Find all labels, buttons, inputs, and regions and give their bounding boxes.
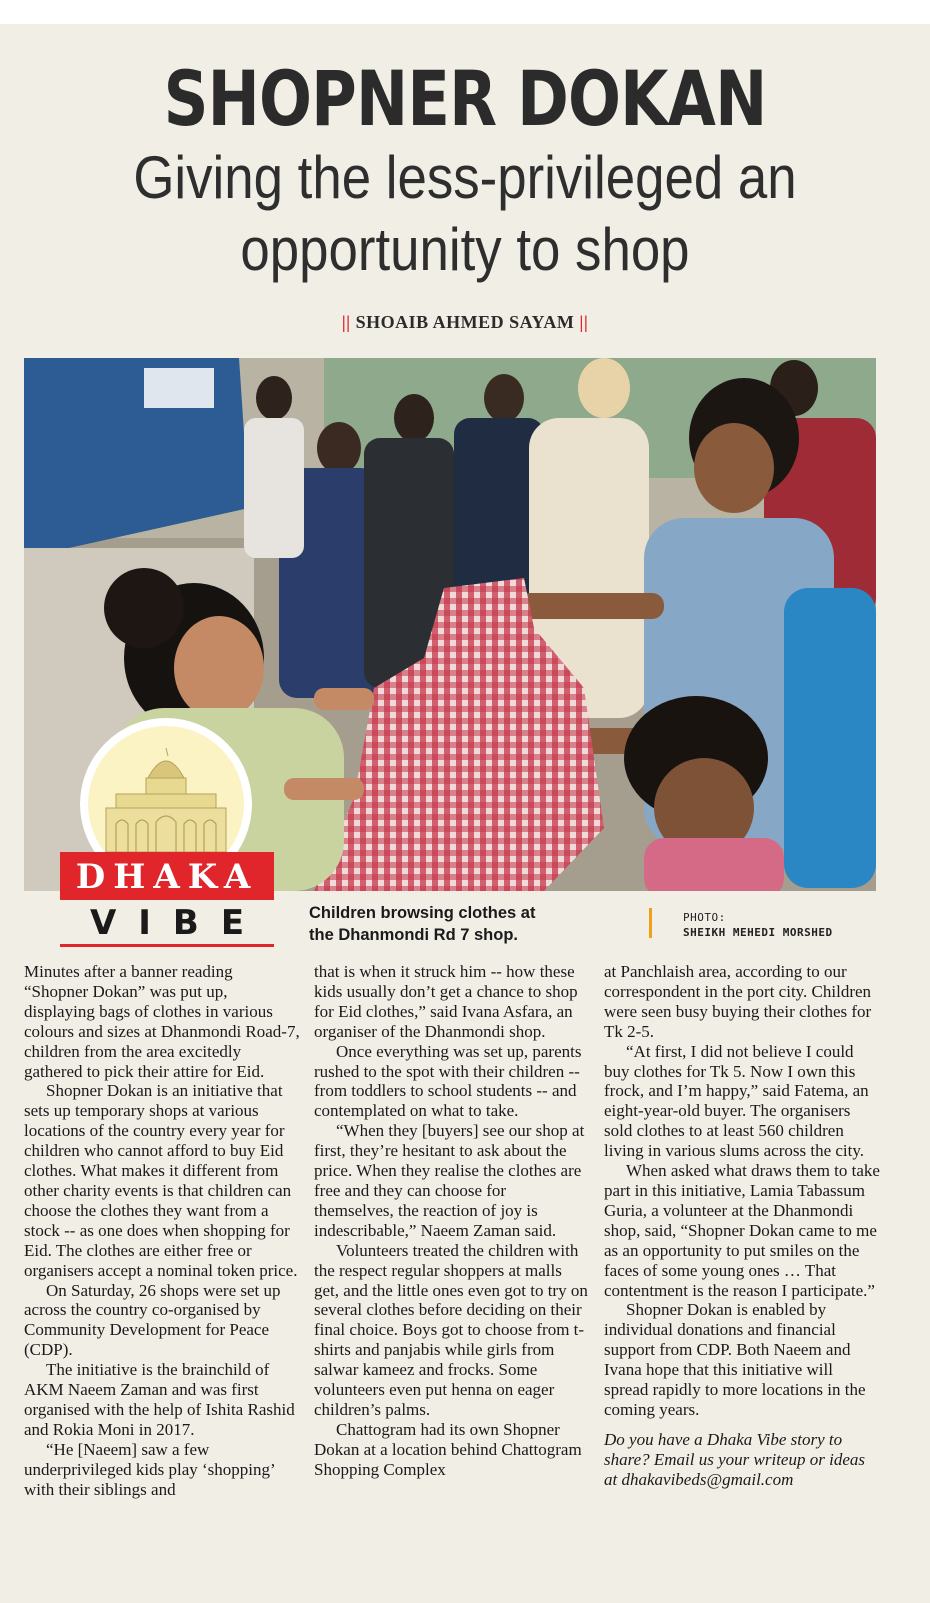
logo-underline [60,944,274,947]
caption-line-1: Children browsing clothes at [309,904,536,922]
article-column-1 [24,962,300,1499]
dhaka-vibe-logo [60,718,274,950]
article-column-3 [604,962,880,1490]
paragraph: that is when it struck him -- how these kids usually don’t get a chance to shop for Eid clothes,” said Ivana Asfara, an organiser of the Dhanmondi shop. [314,962,578,1041]
photo-caption [309,902,609,946]
subheadline-line-1: Giving the less-privileged an [133,144,797,211]
paragraph: “He [Naeem] saw a few underprivileged kids play ‘shopping’ with their siblings and [24,1439,275,1499]
paragraph: Once everything was set up, parents rushed to the spot with their children -- from toddlers to school students -- and contemplated on what to take. [314,1041,582,1121]
photo-credit-label: PHOTO: [683,911,726,924]
credit-accent-bar [649,908,652,938]
paragraph: “When they [buyers] see our shop at first, they’re hesitant to ask about the price. When they realise the clothes are free and they can choose for themselves, the reaction of joy is indescribable,” Naeem Zaman said. [314,1121,585,1240]
paragraph: Shopner Dokan is an initiative that sets up temporary shops at various locations of the country every year for children who cannot afford to buy Eid clothes. What makes it different from other charity events is that children can choose the clothes they want from a stock -- as one does when shopping for Eid. The clothes are either free or organisers accept a nominal token price. [24,1081,298,1280]
article-column-2 [314,962,590,1480]
newspaper-page [0,24,930,1603]
photo-credit-name: SHEIKH MEHEDI MORSHED [683,926,833,939]
byline-author: SHOAIB AHMED SAYAM [355,312,575,332]
paragraph: On Saturday, 26 shops were set up across the country co-organised by Community Development for Peace (CDP). [24,1280,281,1360]
paragraph: Shopner Dokan is enabled by individual donations and financial support from CDP. Both Naeem and Ivana hope that this initiative will spread rapidly to more locations in the coming years. [604,1300,866,1419]
paragraph: When asked what draws them to take part in this initiative, Lamia Tabassum Guria, a volunteer at the Dhanmondi shop, said, “Shopner Dokan came to me as an opportunity to put smiles on the faces of some young ones … That contentment is the reason I participate.” [604,1161,880,1300]
headline: SHOPNER DOKAN [163,54,767,143]
footer-note: Do you have a Dhaka Vibe story to share? Email us your writeup or ideas at dhakavibeds@gmail.com [604,1429,865,1489]
paragraph: Chattogram had its own Shopner Dokan at a location behind Chattogram Shopping Complex [314,1419,582,1479]
byline-separator-right: || [579,312,589,332]
photo-credit [683,910,833,940]
logo-vibe-text: VIBE [89,903,267,943]
paragraph: Minutes after a banner reading “Shopner Dokan” was put up, displaying bags of clothes in various colours and sizes at Dhanmondi Road-7, children from the area excitedly gathered to pick their attire for Eid. [24,962,300,1081]
logo-dhaka-text: DHAKA [60,852,274,900]
byline [0,312,930,333]
byline-separator-left: || [341,312,351,332]
paragraph: The initiative is the brainchild of AKM Naeem Zaman and was first organised with the help of Ishita Rashid and Rokia Moni in 2017. [24,1360,295,1439]
caption-line-2: the Dhanmondi Rd 7 shop. [309,926,518,944]
subheadline [56,142,874,286]
paragraph: at Panchlaish area, according to our correspondent in the port city. Children were seen busy buying their clothes for Tk 2-5. [604,962,872,1041]
paragraph: “At first, I did not believe I could buy clothes for Tk 5. Now I own this frock, and I’m happy,” said Fatema, an eight-year-old buyer. The organisers sold clothes to at least 560 children living in various slums across the city. [604,1041,869,1161]
paragraph: Volunteers treated the children with the respect regular shoppers at malls get, and the little ones even got to try on several clothes before deciding on their final choice. Boys got to choose from t-shirts and panjabis while girls from salwar kameez and frocks. Some volunteers even put henna on eager children’s palms. [314,1240,588,1419]
subheadline-line-2: opportunity to shop [240,216,690,283]
